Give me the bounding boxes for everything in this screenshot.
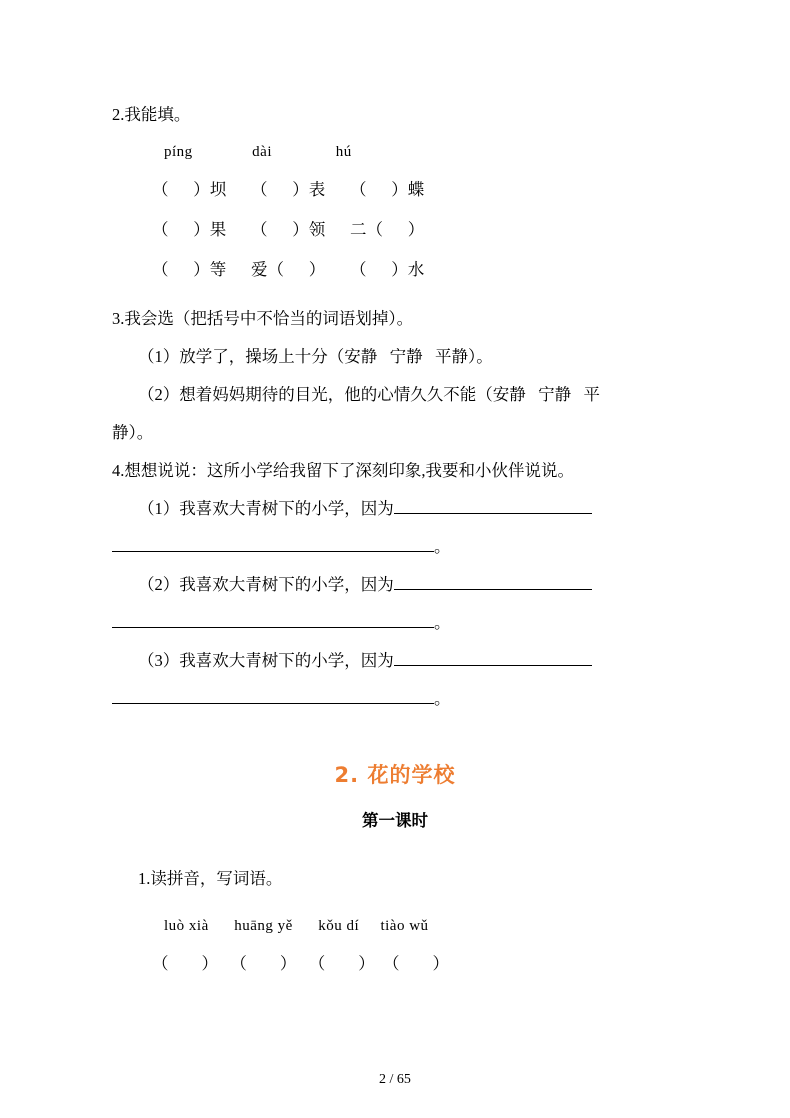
answer-blank-2b[interactable] <box>112 627 434 628</box>
spacer <box>112 838 678 860</box>
question-4-item-2-text: （2）我喜欢大青树下的小学，因为 <box>138 575 394 594</box>
pinyin-row-2: luò xià huāng yě kǒu dí tiào wǔ <box>164 918 429 934</box>
bracket-row-4: （ ） （ ） （ ） （ ） <box>152 954 449 973</box>
question-4-item-1-text: （1）我喜欢大青树下的小学，因为 <box>138 499 394 518</box>
spacer <box>112 718 678 758</box>
question-4-item-2 <box>112 566 678 604</box>
question-4-item-2-cont <box>112 604 678 642</box>
answer-blank-3b[interactable] <box>112 703 434 704</box>
question-4-item-1 <box>112 490 678 528</box>
question-3-heading: 3.我会选（把括号中不恰当的词语划掉）。 <box>112 309 414 328</box>
pinyin-row-1: píng dài hú <box>164 144 352 160</box>
bracket-row-2: （ ）果 （ ）领 二（ ） <box>152 220 425 239</box>
question-2-heading: 2.我能填。 <box>112 105 191 124</box>
answer-blank-2a[interactable] <box>394 589 592 590</box>
question-4-item-2-tail: 。 <box>434 613 451 632</box>
page-footer: 2 / 65 <box>379 1072 411 1087</box>
lesson-subtitle: 第一课时 <box>362 811 428 830</box>
question-3-item-2: （2）想着妈妈期待的目光，他的心情久久不能（安静 宁静 平 <box>138 385 600 404</box>
question-4-item-1-cont <box>112 528 678 566</box>
question-4-item-1-tail: 。 <box>434 537 451 556</box>
question-3-item-1: （1）放学了，操场上十分（安静 宁静 平静）。 <box>138 347 493 366</box>
question-3-item-2-cont: 静）。 <box>112 423 154 442</box>
question-4-item-3-tail: 。 <box>434 689 451 708</box>
bracket-row-1: （ ）坝 （ ）表 （ ）蝶 <box>152 180 425 199</box>
spacer <box>112 290 678 300</box>
question-4-item-3 <box>112 642 678 680</box>
bracket-row-3: （ ）等 爱（ ） （ ）水 <box>152 260 425 279</box>
answer-blank-3a[interactable] <box>394 665 592 666</box>
spacer <box>112 898 678 908</box>
section2-question-1-heading: 1.读拼音，写词语。 <box>138 869 283 888</box>
question-4-heading: 4.想想说说：这所小学给我留下了深刻印象,我要和小伙伴说说。 <box>112 461 574 480</box>
lesson-title: 2. 花的学校 <box>334 763 456 787</box>
answer-blank-1a[interactable] <box>394 513 592 514</box>
question-4-item-3-text: （3）我喜欢大青树下的小学，因为 <box>138 651 394 670</box>
question-4-item-3-cont <box>112 680 678 718</box>
answer-blank-1b[interactable] <box>112 551 434 552</box>
